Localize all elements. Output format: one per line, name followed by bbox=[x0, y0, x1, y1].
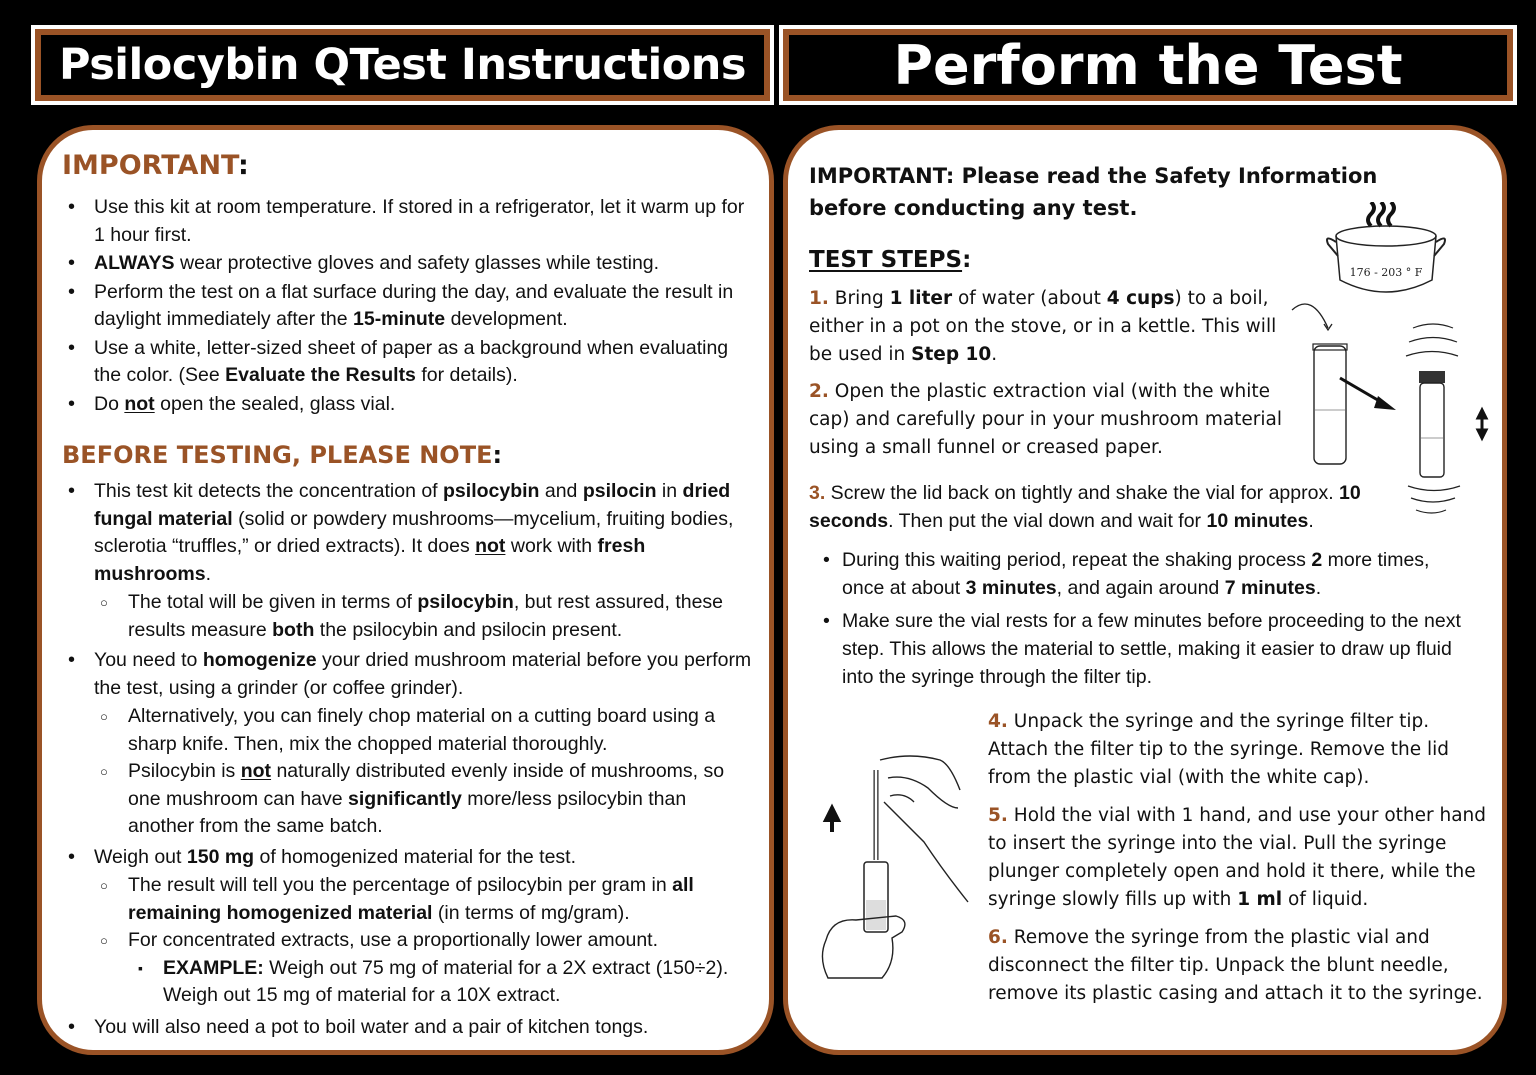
list-item bbox=[42, 391, 755, 419]
step-3-notes bbox=[809, 546, 1469, 691]
step-text: Screw the lid back on tightly and shake the vial for approx. bbox=[825, 482, 1340, 504]
item-text: open the sealed, glass vial. bbox=[154, 392, 396, 415]
item-text: This test kit detects the concentration of bbox=[94, 480, 444, 502]
step-5 bbox=[988, 802, 1493, 914]
list-item bbox=[42, 478, 755, 588]
item-text: , and again around bbox=[1056, 577, 1225, 599]
step-text: Hold the vial with 1 hand, and use your other hand to insert the syringe into the vial. Pull the syringe plunger completely open and hold it there, while the syringe slowly fills up with bbox=[988, 805, 1487, 910]
item-text: wear protective gloves and safety glasses while testing. bbox=[174, 252, 660, 274]
step-bold: 1 ml bbox=[1237, 889, 1283, 910]
item-text: The result will tell you the percentage of psilocybin per gram in bbox=[128, 874, 673, 896]
right-title-banner bbox=[779, 25, 1517, 105]
item-text: the psilocybin and psilocin present. bbox=[314, 618, 623, 641]
item-bold: 150 mg bbox=[186, 845, 255, 868]
step-number: 3. bbox=[809, 482, 826, 504]
step-number: 4. bbox=[988, 711, 1008, 732]
important-list bbox=[42, 194, 755, 419]
item-text: work with bbox=[505, 535, 598, 557]
item-bold: dried fungal material bbox=[94, 480, 731, 530]
item-text: Alternatively, you can finely chop material on a cutting board using a sharp knife. Then, mix the chopped material thoroughly. bbox=[128, 705, 716, 755]
heading-label: BEFORE TESTING, PLEASE NOTE bbox=[62, 441, 493, 469]
item-text: Make sure the vial rests for a few minutes before proceeding to the next step. This allows the material to settle, making it easier to draw up fluid into the syringe through the filter tip. bbox=[842, 610, 1461, 688]
heading-label: TEST STEPS bbox=[809, 247, 963, 273]
safety-notice: IMPORTANT: Please read the Safety Information before conducting any test. bbox=[809, 164, 1378, 220]
step-text: . bbox=[1308, 510, 1314, 532]
item-text: more/less psilocybin than another from the same batch. bbox=[128, 787, 687, 837]
step-text: Open the plastic extraction vial (with the white cap) and carefully pour in your mushroom material using a small funnel or creased paper. bbox=[809, 381, 1283, 458]
item-text: . bbox=[205, 562, 212, 585]
step-text: of liquid. bbox=[1282, 889, 1369, 910]
item-text: Psilocybin is bbox=[128, 760, 241, 782]
item-bold: psilocin bbox=[582, 480, 657, 502]
step-number: 6. bbox=[988, 927, 1008, 948]
item-text: development. bbox=[445, 308, 568, 330]
section-title: Perform the Test bbox=[789, 35, 1507, 95]
step-2 bbox=[809, 378, 1284, 462]
step-bold: 4 cups bbox=[1106, 288, 1175, 309]
step-text: Remove the syringe from the plastic vial and disconnect the filter tip. Unpack the blunt needle, remove its plastic casing and attach it to the syringe. bbox=[988, 927, 1483, 1004]
step-bold: 1 liter bbox=[889, 288, 953, 309]
example-item bbox=[42, 955, 755, 1010]
item-bold: both bbox=[272, 618, 315, 641]
item-bold: all remaining homogenized material bbox=[128, 874, 694, 924]
sub-list-item bbox=[42, 927, 755, 955]
instructions-panel bbox=[37, 125, 774, 1055]
item-bold: psilocybin bbox=[443, 480, 540, 502]
step-text: Bring bbox=[828, 288, 890, 309]
step-1 bbox=[809, 285, 1279, 369]
item-text: You will also need a pot to boil water and a pair of kitchen tongs. bbox=[94, 1015, 649, 1038]
svg-text:176 - 203 ° F: 176 - 203 ° F bbox=[1349, 266, 1423, 279]
item-text: for details). bbox=[415, 364, 518, 386]
item-text: more times, once at about bbox=[842, 549, 1430, 599]
item-text: For concentrated extracts, use a proportionally lower amount. bbox=[128, 929, 659, 951]
sub-list-item bbox=[42, 589, 755, 644]
before-testing-list bbox=[42, 478, 755, 1042]
item-bold: homogenize bbox=[202, 649, 317, 671]
list-item bbox=[42, 279, 755, 334]
step-bold: 10 seconds bbox=[809, 482, 1361, 532]
step-bold: 10 minutes bbox=[1206, 510, 1309, 532]
list-item bbox=[42, 335, 755, 390]
list-item bbox=[42, 647, 755, 702]
item-text: Use a white, letter-sized sheet of paper as a background when evaluating the color. (See bbox=[94, 336, 729, 386]
item-bold: ALWAYS bbox=[94, 252, 175, 274]
item-text: The total will be given in terms of bbox=[128, 591, 418, 613]
list-item bbox=[42, 844, 755, 872]
left-title-banner bbox=[31, 25, 774, 105]
item-emphasis: not bbox=[124, 392, 155, 415]
item-bold: 7 minutes bbox=[1224, 577, 1316, 599]
item-text: Use this kit at room temperature. If stored in a refrigerator, let it warm up for 1 hour first. bbox=[94, 196, 745, 246]
item-text: Weigh out 75 mg of material for a 2X extract (150÷2). Weigh out 15 mg of material for a 10X extract. bbox=[163, 956, 729, 1006]
boiling-pot-icon bbox=[1323, 202, 1453, 302]
item-text: , but rest assured, these results measure bbox=[128, 591, 724, 641]
item-bold: significantly bbox=[348, 787, 462, 810]
page-title: Psilocybin QTest Instructions bbox=[41, 35, 764, 95]
list-item bbox=[809, 546, 1469, 602]
test-steps-heading: TEST STEPS: bbox=[809, 247, 972, 273]
item-text: in bbox=[656, 480, 683, 502]
item-text: . bbox=[1315, 577, 1322, 599]
item-emphasis: not bbox=[475, 535, 506, 557]
item-text: Weigh out bbox=[94, 845, 187, 868]
sub-list-item bbox=[42, 872, 755, 927]
list-item bbox=[42, 250, 755, 278]
list-item bbox=[809, 607, 1469, 691]
step-4 bbox=[988, 708, 1488, 792]
perform-test-panel bbox=[783, 125, 1507, 1055]
step-3 bbox=[809, 479, 1409, 535]
item-text: You need to bbox=[94, 649, 203, 671]
item-text: (solid or powdery mushrooms—mycelium, fruiting bodies, sclerotia “truffles,” or dried extracts). It does bbox=[94, 507, 734, 557]
item-text: naturally distributed evenly inside of mushrooms, so one mushroom can have bbox=[128, 760, 725, 810]
step-text: of water (about bbox=[952, 288, 1107, 309]
item-text: of homogenized material for the test. bbox=[254, 845, 576, 868]
item-bold: 2 bbox=[1311, 549, 1323, 571]
step-10-reference: Step 10 bbox=[911, 344, 992, 365]
item-text: Perform the test on a flat surface during the day, and evaluate the result in daylight immediately after the bbox=[94, 280, 734, 330]
step-number: 2. bbox=[809, 381, 829, 402]
step-text: . bbox=[991, 344, 998, 365]
item-text: and bbox=[539, 480, 583, 502]
item-bold: fresh mushrooms bbox=[94, 535, 646, 585]
example-label: EXAMPLE: bbox=[163, 956, 264, 979]
heading-label: IMPORTANT bbox=[62, 150, 238, 181]
list-item bbox=[42, 194, 755, 249]
item-bold: 15-minute bbox=[353, 308, 446, 330]
item-text: Do bbox=[94, 392, 125, 415]
item-emphasis: not bbox=[240, 760, 272, 782]
list-item bbox=[42, 1014, 755, 1042]
title-border bbox=[35, 29, 770, 101]
evaluate-results-reference: Evaluate the Results bbox=[225, 364, 416, 386]
item-bold: psilocybin bbox=[417, 591, 514, 613]
item-text: (in terms of mg/gram). bbox=[432, 901, 630, 924]
step-6 bbox=[988, 924, 1493, 1008]
step-number: 5. bbox=[988, 805, 1008, 826]
sub-list-item bbox=[42, 758, 755, 841]
syringe-illustration bbox=[818, 740, 978, 990]
before-testing-heading: BEFORE TESTING, PLEASE NOTE: bbox=[62, 441, 503, 469]
important-heading: IMPORTANT: bbox=[62, 150, 249, 181]
step-text: ) to a boil, either in a pot on the stove, or in a kettle. This will be used in bbox=[809, 288, 1277, 365]
step-text: . Then put the vial down and wait for bbox=[888, 510, 1207, 532]
step-number: 1. bbox=[809, 288, 829, 309]
step-text: Unpack the syringe and the syringe filter tip. Attach the filter tip to the syringe. Remove the lid from the plastic vial (with the white cap). bbox=[988, 711, 1449, 788]
item-text: your dried mushroom material before you perform the test, using a grinder (or coffee grinder). bbox=[94, 649, 752, 699]
sub-list-item bbox=[42, 703, 755, 758]
title-border bbox=[783, 29, 1513, 101]
item-text: During this waiting period, repeat the shaking process bbox=[842, 549, 1312, 571]
item-bold: 3 minutes bbox=[965, 577, 1057, 599]
